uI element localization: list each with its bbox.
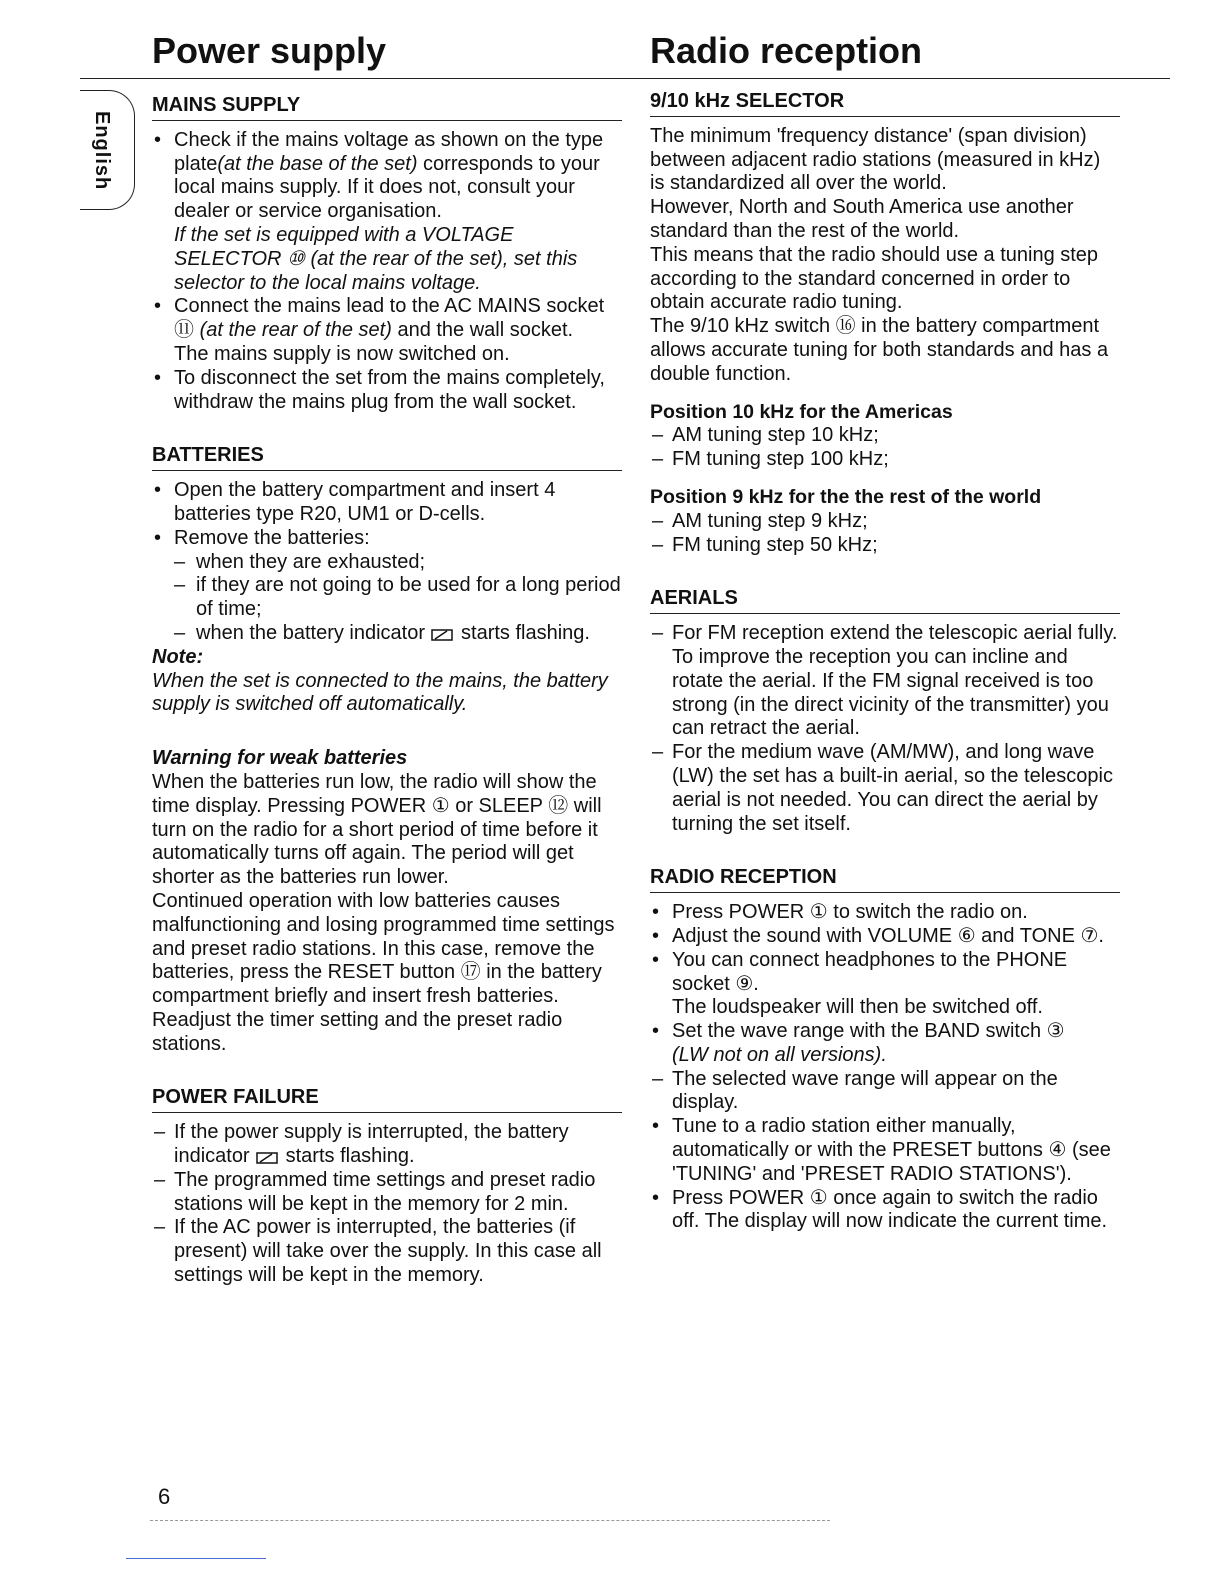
- text: Set the wave range with the BAND switch ③: [672, 1020, 1065, 1043]
- list-item: [650, 622, 1120, 741]
- list-item: • Remove the batteries:: [152, 527, 622, 551]
- voltage-selector-note: If the set is equipped with a VOLTAGE SELECTOR ⑩ (at the rear of the set), set this selector to the local mains voltage.: [174, 223, 578, 294]
- right-column: [650, 90, 1120, 1234]
- selector-paragraph: This means that the radio should use a tuning step according to the standard concerned in order to obtain accurate radio tuning.: [650, 243, 1099, 314]
- text: (at the rear of the set): [199, 319, 392, 342]
- text: corresponds to your local mains supply. If it does not, consult your dealer or service organisation.: [174, 152, 600, 223]
- note-label: Note:: [152, 645, 204, 668]
- list-item: – AM tuning step 10 kHz;: [650, 424, 1120, 448]
- selector-heading: 9/10 kHz SELECTOR: [650, 90, 1120, 117]
- aerials-heading: AERIALS: [650, 587, 1120, 614]
- title-rule: [80, 78, 1170, 79]
- list-item: [152, 1121, 622, 1169]
- warning-label: Warning for weak batteries: [152, 747, 408, 770]
- list-item: [650, 949, 1120, 1020]
- list-item: • Tune to a radio station either manually, automatically or with the PRESET buttons ④ (see 'TUNING' and 'PRESET RADIO STATIONS').: [650, 1115, 1120, 1186]
- text: The mains supply is now switched on.: [174, 342, 510, 365]
- language-tab: [80, 90, 135, 210]
- list-item: – if they are not going to be used for a long period of time;: [152, 574, 622, 622]
- scan-artifact-line: [150, 1520, 830, 1521]
- selector-paragraph: However, North and South America use another standard than the rest of the world.: [650, 196, 1074, 242]
- power-failure-list: [152, 1121, 622, 1288]
- list-item: – when they are exhausted;: [152, 551, 622, 575]
- list-item: [650, 1020, 1120, 1068]
- mains-supply-heading: MAINS SUPPLY: [152, 94, 622, 121]
- left-column: [152, 94, 622, 1288]
- list-item: • Press POWER ① to switch the radio on.: [650, 901, 1120, 925]
- power-failure-heading: POWER FAILURE: [152, 1086, 622, 1113]
- list-item: – For the medium wave (AM/MW), and long wave (LW) the set has a built-in aerial, so the telescopic aerial is not needed. You can direct the aerial by turning the set itself.: [650, 741, 1120, 836]
- position-9-heading: Position 9 kHz for the the rest of the world: [650, 485, 1042, 508]
- text: starts flashing.: [285, 1145, 415, 1168]
- list-item: – The selected wave range will appear on the display.: [650, 1068, 1120, 1116]
- selector-paragraph: The 9/10 kHz switch ⑯ in the battery compartment allows accurate tuning for both standards and has a double function.: [650, 315, 1109, 385]
- position-10-heading: Position 10 kHz for the Americas: [650, 400, 953, 423]
- position-9-list: [650, 510, 1120, 558]
- list-item: • Open the battery compartment and insert 4 batteries type R20, UM1 or D-cells.: [152, 479, 622, 527]
- selector-paragraph: The minimum 'frequency distance' (span division) between adjacent radio stations (measured in kHz) is standardized all over the world.: [650, 124, 1101, 195]
- radio-reception-list: [650, 901, 1120, 1234]
- list-item: [152, 295, 622, 366]
- text: starts flashing.: [461, 621, 590, 644]
- radio-reception-heading: RADIO RECEPTION: [650, 866, 1120, 893]
- mains-supply-list: [152, 129, 622, 415]
- text: Connect the mains lead to the AC MAINS socket ⑪: [174, 295, 605, 342]
- text: (at the base of the set): [217, 152, 418, 175]
- warning-paragraph: Readjust the timer setting and the preset radio stations.: [152, 1008, 563, 1055]
- list-item: [152, 129, 622, 296]
- note-text: When the set is connected to the mains, the battery supply is switched off automatically.: [152, 669, 608, 716]
- list-item: – FM tuning step 100 kHz;: [650, 448, 1120, 472]
- left-page-title: Power supply: [152, 30, 387, 71]
- footer-line: [126, 1558, 266, 1559]
- page-number: 6: [158, 1484, 171, 1509]
- warning-paragraph: When the batteries run low, the radio will show the time display. Pressing POWER ① or SLEEP ⑫ will turn on the radio for a short period of time before it automatically turns off again. The period will get shorter as the batteries run lower.: [152, 770, 602, 889]
- list-item: – The programmed time settings and preset radio stations will be kept in the memory for 2 min.: [152, 1169, 622, 1217]
- text: The loudspeaker will then be switched off.: [672, 996, 1043, 1019]
- list-item: [152, 622, 622, 646]
- position-10-list: [650, 424, 1120, 472]
- batteries-heading: BATTERIES: [152, 444, 622, 471]
- text: (LW not on all versions).: [672, 1043, 887, 1066]
- text: To improve the reception you can incline and rotate the aerial. If the FM signal received is too strong (in the direct vicinity of the transmitter) you can retract the aerial.: [672, 645, 1109, 740]
- language-tab-label: English: [91, 111, 113, 191]
- text: For FM reception extend the telescopic aerial fully.: [672, 622, 1118, 645]
- list-item: • To disconnect the set from the mains completely, withdraw the mains plug from the wall socket.: [152, 367, 622, 415]
- battery-indicator-icon: [256, 1151, 280, 1164]
- list-item: – AM tuning step 9 kHz;: [650, 510, 1120, 534]
- list-item: • Press POWER ① once again to switch the radio off. The display will now indicate the current time.: [650, 1187, 1120, 1235]
- list-item: • Adjust the sound with VOLUME ⑥ and TONE ⑦.: [650, 925, 1120, 949]
- right-page-title: Radio reception: [650, 30, 923, 71]
- text: and the wall socket.: [391, 319, 574, 342]
- text: You can connect headphones to the PHONE socket ⑨.: [672, 948, 1068, 995]
- list-item: – FM tuning step 50 kHz;: [650, 534, 1120, 558]
- aerials-list: [650, 622, 1120, 836]
- list-item: – If the AC power is interrupted, the batteries (if present) will take over the supply. In this case all settings will be kept in the memory.: [152, 1216, 622, 1287]
- text: Check if the mains voltage as shown on the type plate: [174, 128, 604, 175]
- batteries-list: [152, 479, 622, 646]
- text: when the battery indicator: [196, 621, 426, 644]
- text: If the power supply is interrupted, the battery indicator: [174, 1121, 569, 1168]
- battery-indicator-icon: [431, 628, 455, 641]
- warning-paragraph: Continued operation with low batteries causes malfunctioning and losing programmed time settings and preset radio stations. In this case, remove the batteries, press the RESET button ⑰ in the battery compartment briefly and insert fresh batteries.: [152, 889, 615, 1008]
